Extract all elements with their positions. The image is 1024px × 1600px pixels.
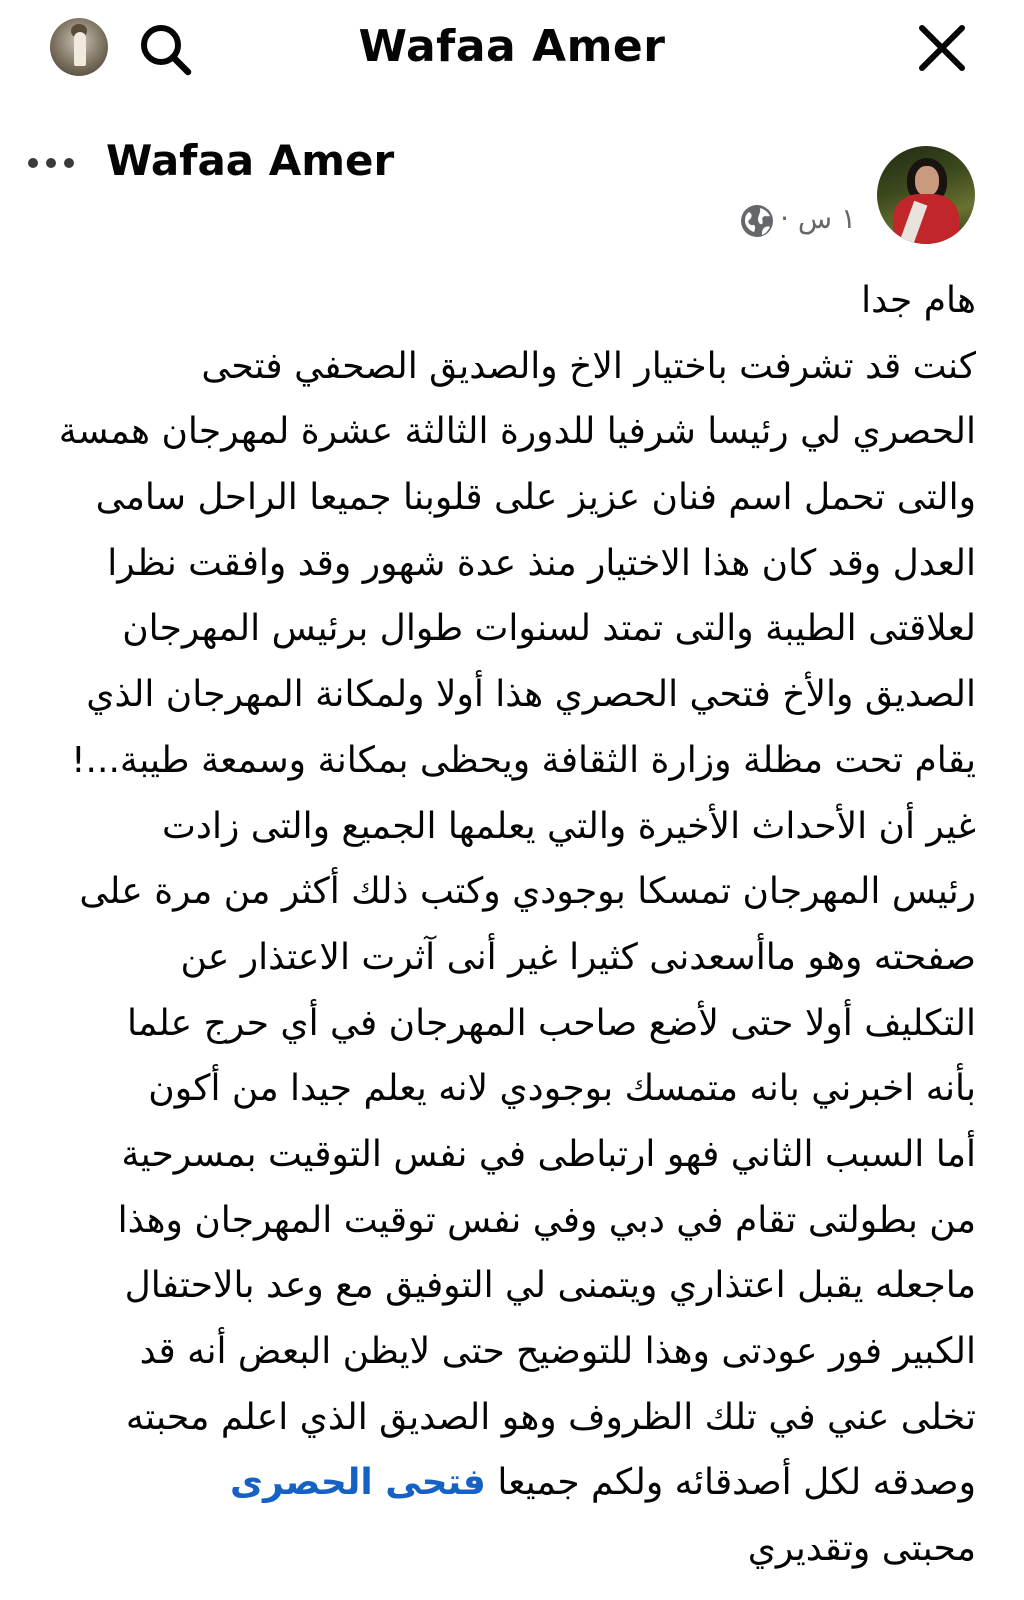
more-dots-icon [28, 158, 38, 168]
post-closing-line: محبتى وتقديري [747, 1528, 976, 1570]
post-line-text: وصدقه لكل أصدقائه ولكم جميعا [497, 1462, 976, 1504]
post-line: الحصري لي رئيسا شرفيا للدورة الثالثة عشرة لمهرجان همسة [58, 411, 976, 453]
page-title: Wafaa Amer [358, 21, 666, 72]
post-line: بأنه اخبرني بانه متمسك بوجودي لانه يعلم جيدا من أكون [148, 1068, 976, 1110]
post-line: لعلاقتى الطيبة والتى تمتد لسنوات طوال برئيس المهرجان [122, 608, 976, 650]
post-line: الكبير فور عودتى وهذا للتوضيح حتى لايظن البعض أنه قد [139, 1331, 976, 1372]
post-line: يقام تحت مظلة وزارة الثقافة ويحظى بمكانة وسمعة طيبة...! [71, 739, 976, 781]
post-line: كنت قد تشرفت باختيار الاخ والصديق الصحفي فتحى [201, 345, 976, 387]
post-line: الصديق والأخ فتحي الحصري هذا أولا ولمكانة المهرجان الذي [86, 674, 976, 716]
post-author-name[interactable]: Wafaa Amer [106, 136, 395, 185]
post-line: أما السبب الثاني فهو ارتباطى في نفس التوقيت بمسرحية [121, 1133, 976, 1175]
post-line: غير أن الأحداث الأخيرة والتي يعلمها الجميع والتى زادت [162, 805, 976, 847]
globe-icon [740, 204, 774, 238]
post-line: العدل وقد كان هذا الاختيار منذ عدة شهور وقد وافقت نظرا [107, 542, 976, 584]
post-line: والتى تحمل اسم فنان عزيز على قلوبنا جميعا الراحل سامى [95, 477, 976, 519]
post-line: صفحته وهو ماأسعدنى كثيرا غير أنى آثرت الاعتذار عن [180, 936, 976, 978]
close-button[interactable] [914, 20, 970, 76]
top-bar [0, 0, 1024, 96]
post-meta [740, 200, 870, 240]
more-options-button[interactable] [26, 148, 76, 178]
post-line: التكليف أولا حتى لأضع صاحب المهرجان في أي حرج علما [126, 1002, 976, 1044]
post-line-with-mention [30, 1450, 976, 1516]
post-line: هام جدا [861, 280, 976, 321]
post-line: من بطولتى تقام في دبي وفي نفس توقيت المهرجان وهذا [117, 1199, 976, 1241]
post-body [30, 268, 976, 1582]
post-time[interactable]: ١ س · [780, 202, 856, 235]
post-line: رئيس المهرجان تمسكا بوجودي وكتب ذلك أكثر من مرة على [79, 871, 976, 913]
close-icon [914, 20, 970, 76]
post-author-avatar[interactable] [877, 146, 975, 244]
post-line: ماجعله يقبل اعتذاري ويتمنى لي التوفيق مع وعد بالاحتفال [124, 1265, 976, 1307]
post-line: تخلى عني في تلك الظروف وهو الصديق الذي اعلم محبته [125, 1396, 976, 1438]
mention-link[interactable]: فتحى الحصرى [230, 1462, 486, 1504]
